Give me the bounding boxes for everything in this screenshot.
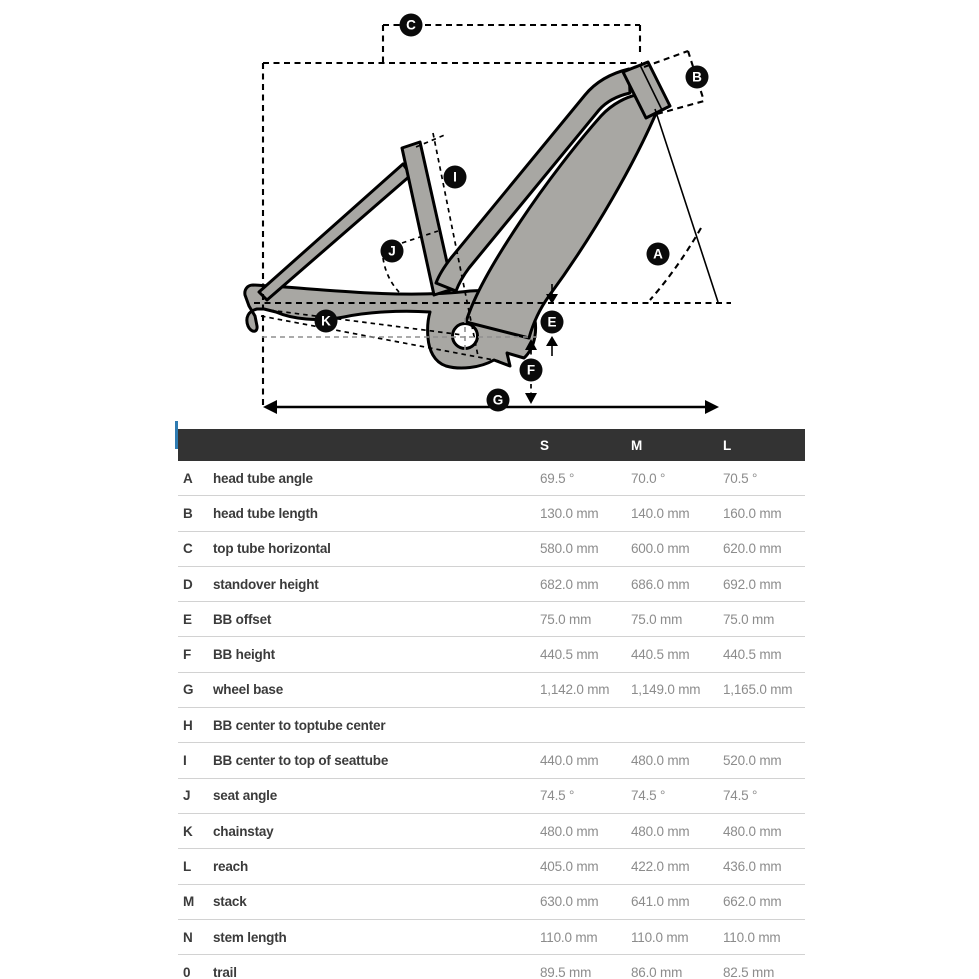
row-letter: H: [183, 717, 193, 733]
row-name: reach: [213, 858, 249, 874]
label-i-text: I: [453, 169, 457, 185]
row-value-l: 440.5 mm: [723, 647, 782, 663]
row-value-l: 75.0 mm: [723, 611, 775, 627]
row-value-l: 620.0 mm: [723, 541, 782, 557]
row-name: BB offset: [213, 611, 272, 627]
row-value-m: 86.0 mm: [631, 964, 683, 979]
frame-geometry-diagram: [0, 0, 979, 425]
frame-seat-stay: [259, 164, 411, 300]
row-value-m: 480.0 mm: [631, 753, 690, 769]
table-row: [178, 885, 805, 920]
table-row: [178, 637, 805, 672]
row-letter: B: [183, 505, 193, 521]
dim-c-line: [383, 25, 640, 63]
row-value-m: 74.5 °: [631, 788, 666, 804]
row-letter: D: [183, 576, 193, 592]
row-value-s: 440.0 mm: [540, 753, 599, 769]
row-letter: E: [183, 611, 192, 627]
row-letter: N: [183, 929, 193, 945]
row-name: BB center to toptube center: [213, 717, 386, 733]
table-row: [178, 461, 805, 496]
row-letter: G: [183, 682, 194, 698]
row-value-l: 82.5 mm: [723, 964, 775, 979]
row-name: head tube length: [213, 505, 318, 521]
table-row: [178, 602, 805, 637]
header-size-m: M: [631, 437, 643, 453]
label-e: [541, 311, 564, 334]
table-row: [178, 567, 805, 602]
row-value-l: 520.0 mm: [723, 753, 782, 769]
header-size-l: L: [723, 437, 732, 453]
row-value-m: 600.0 mm: [631, 541, 690, 557]
row-name: standover height: [213, 576, 319, 592]
table-row: [178, 920, 805, 955]
row-name: stem length: [213, 929, 287, 945]
row-value-l: 1,165.0 mm: [723, 682, 793, 698]
row-value-l: 692.0 mm: [723, 576, 782, 592]
row-name: head tube angle: [213, 470, 313, 486]
geometry-table-body: [178, 461, 805, 979]
header-size-s: S: [540, 437, 549, 453]
row-name: BB height: [213, 647, 275, 663]
row-value-l: 160.0 mm: [723, 505, 782, 521]
label-f-text: F: [526, 362, 536, 378]
row-value-s: 74.5 °: [540, 788, 575, 804]
row-value-s: 89.5 mm: [540, 964, 592, 979]
row-name: wheel base: [213, 682, 284, 698]
row-value-m: 70.0 °: [631, 470, 666, 486]
table-row: [178, 743, 805, 778]
row-value-m: 480.0 mm: [631, 823, 690, 839]
row-value-l: 662.0 mm: [723, 894, 782, 910]
row-value-m: 110.0 mm: [631, 929, 689, 945]
row-value-l: 110.0 mm: [723, 929, 781, 945]
dim-j-arc: [383, 258, 399, 292]
row-value-s: 480.0 mm: [540, 823, 599, 839]
row-name: trail: [213, 964, 237, 979]
row-value-s: 110.0 mm: [540, 929, 598, 945]
row-value-l: 74.5 °: [723, 788, 758, 804]
table-row: [178, 496, 805, 531]
label-e-text: E: [547, 314, 557, 330]
label-c-text: C: [406, 17, 416, 33]
row-value-l: 70.5 °: [723, 470, 758, 486]
row-value-s: 130.0 mm: [540, 505, 599, 521]
row-letter: I: [183, 753, 187, 769]
row-value-s: 440.5 mm: [540, 647, 599, 663]
label-b: [686, 66, 709, 89]
label-k-text: K: [321, 313, 331, 329]
label-b-text: B: [692, 69, 702, 85]
row-letter: F: [183, 647, 192, 663]
row-value-s: 69.5 °: [540, 470, 575, 486]
label-j: [381, 240, 404, 263]
table-row: [178, 673, 805, 708]
row-name: seat angle: [213, 788, 278, 804]
label-a-text: A: [653, 246, 663, 262]
row-letter: J: [183, 788, 191, 804]
row-value-m: 641.0 mm: [631, 894, 690, 910]
geometry-table: [178, 429, 805, 979]
row-letter: L: [183, 858, 192, 874]
label-j-text: J: [388, 243, 396, 259]
row-value-m: 1,149.0 mm: [631, 682, 701, 698]
row-name: BB center to top of seattube: [213, 753, 389, 769]
table-row: [178, 814, 805, 849]
row-value-l: 436.0 mm: [723, 858, 782, 874]
row-value-s: 682.0 mm: [540, 576, 599, 592]
table-row: [178, 708, 805, 743]
row-name: stack: [213, 894, 247, 910]
table-row: [178, 779, 805, 814]
row-name: top tube horizontal: [213, 541, 331, 557]
label-i: [444, 166, 467, 189]
bike-frame-drawing: [245, 62, 670, 368]
label-a: [647, 243, 670, 266]
steering-axis-line: [655, 109, 718, 302]
row-value-s: 75.0 mm: [540, 611, 592, 627]
row-name: chainstay: [213, 823, 274, 839]
table-row: [178, 955, 805, 979]
label-c: [400, 14, 423, 37]
row-value-l: 480.0 mm: [723, 823, 782, 839]
row-letter: A: [183, 470, 193, 486]
row-value-s: 580.0 mm: [540, 541, 599, 557]
row-letter: C: [183, 541, 193, 557]
row-value-m: 422.0 mm: [631, 858, 690, 874]
row-value-m: 75.0 mm: [631, 611, 683, 627]
row-value-s: 405.0 mm: [540, 858, 599, 874]
table-row: [178, 532, 805, 567]
row-value-m: 686.0 mm: [631, 576, 690, 592]
label-g-text: G: [492, 392, 504, 408]
label-f: [520, 359, 543, 382]
row-value-s: 1,142.0 mm: [540, 682, 610, 698]
row-letter: M: [183, 894, 195, 910]
table-row: [178, 849, 805, 884]
row-value-m: 140.0 mm: [631, 505, 690, 521]
row-letter: 0: [183, 964, 191, 979]
row-value-m: 440.5 mm: [631, 647, 690, 663]
row-value-s: 630.0 mm: [540, 894, 599, 910]
row-letter: K: [183, 823, 193, 839]
label-g: [487, 389, 510, 412]
label-k: [315, 310, 338, 333]
geometry-table-header: [178, 429, 805, 461]
